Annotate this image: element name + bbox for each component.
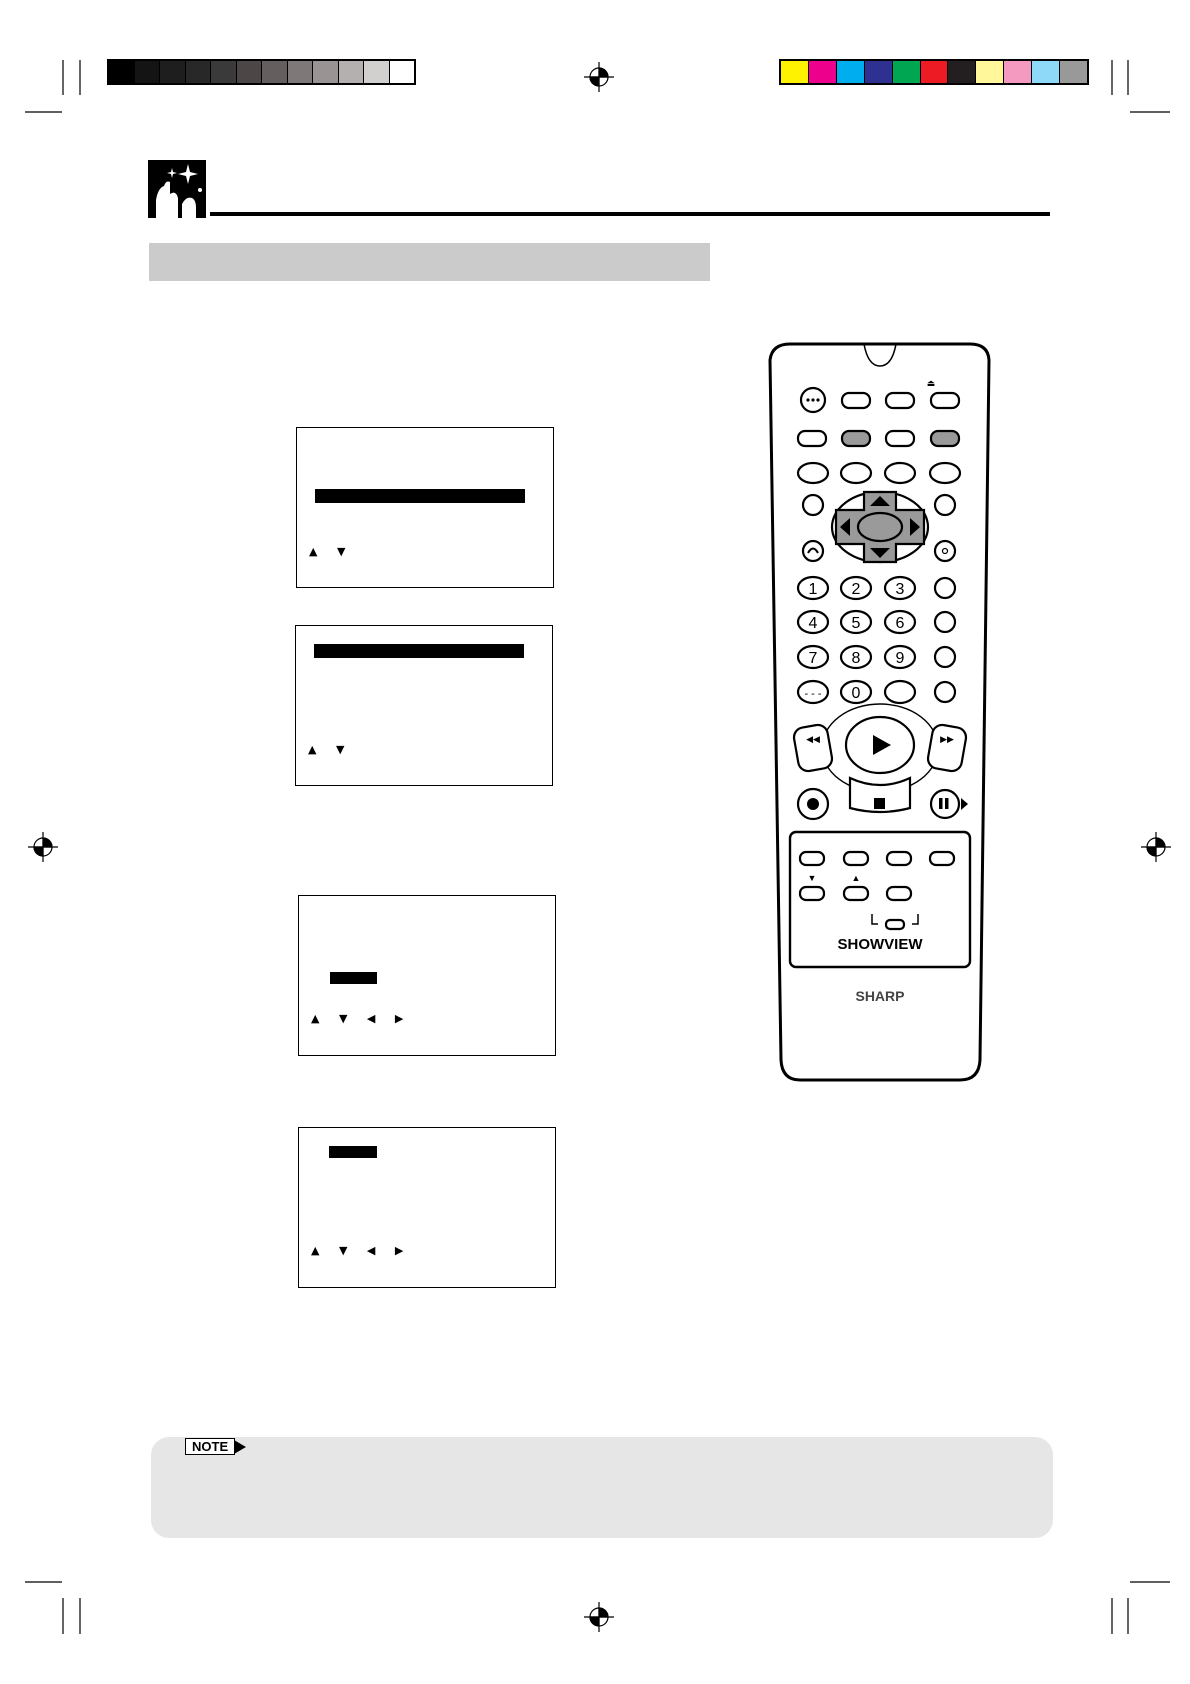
- number-key-dashes: - - -: [804, 688, 822, 700]
- remote-control-illustration: [760, 340, 1000, 1086]
- calibration-swatch: [312, 61, 338, 83]
- number-key-8: 8: [851, 650, 861, 667]
- number-key-3: 3: [895, 581, 905, 598]
- night-sky-castle-icon: [148, 160, 206, 218]
- number-key-2: 2: [851, 581, 861, 598]
- calibration-swatch: [975, 61, 1003, 83]
- svg-text:⏏: ⏏: [926, 378, 936, 388]
- note-arrow-icon: [234, 1440, 246, 1454]
- menu-highlight-bar: [314, 644, 524, 658]
- svg-text:▶▶: ▶▶: [940, 734, 954, 744]
- registration-target-right: [1141, 832, 1171, 862]
- showview-logo: SHOWVIEW: [837, 936, 923, 953]
- section-heading-bar: [149, 243, 710, 281]
- calibration-swatch: [159, 61, 185, 83]
- calibration-swatch: [185, 61, 211, 83]
- calibration-swatch: [808, 61, 836, 83]
- registration-target-top: [584, 62, 614, 92]
- registration-target-bottom: [584, 1602, 614, 1632]
- calibration-swatch: [1003, 61, 1031, 83]
- number-key-4: 4: [808, 615, 818, 632]
- menu-arrows: ▲ ▼: [308, 743, 353, 756]
- calibration-swatch: [1059, 61, 1087, 83]
- note-tag: [185, 1438, 246, 1455]
- osd-menu-1: [296, 427, 554, 588]
- svg-text:▼: ▼: [807, 873, 817, 883]
- number-key-5: 5: [851, 615, 861, 632]
- menu-arrows: ▲ ▼ ◀ ▶: [311, 1012, 412, 1025]
- number-key-7: 7: [808, 650, 818, 667]
- calibration-swatch: [210, 61, 236, 83]
- calibration-swatch: [261, 61, 287, 83]
- header-rule: [210, 212, 1050, 216]
- osd-menu-4: [298, 1127, 556, 1288]
- number-key-6: 6: [895, 615, 905, 632]
- calibration-swatch: [836, 61, 864, 83]
- calibration-swatch: [892, 61, 920, 83]
- calibration-swatch: [363, 61, 389, 83]
- calibration-swatch: [947, 61, 975, 83]
- number-key-1: 1: [808, 581, 818, 598]
- osd-menu-2: [295, 625, 553, 786]
- svg-text:▲: ▲: [851, 873, 861, 883]
- color-calibration-bar: [779, 59, 1089, 85]
- calibration-swatch: [109, 61, 134, 83]
- calibration-swatch: [1031, 61, 1059, 83]
- calibration-swatch: [864, 61, 892, 83]
- grayscale-calibration-bar: [107, 59, 416, 85]
- calibration-swatch: [338, 61, 364, 83]
- calibration-swatch: [236, 61, 262, 83]
- menu-arrows: ▲ ▼ ◀ ▶: [311, 1244, 412, 1257]
- calibration-swatch: [781, 61, 808, 83]
- menu-highlight-bar: [315, 489, 525, 503]
- osd-menu-3: [298, 895, 556, 1056]
- number-key-0: 0: [851, 685, 861, 702]
- sharp-logo: SHARP: [855, 988, 905, 1004]
- menu-highlight-bar: [330, 972, 377, 984]
- calibration-swatch: [389, 61, 415, 83]
- calibration-swatch: [134, 61, 160, 83]
- menu-arrows: ▲ ▼: [309, 545, 354, 558]
- number-key-9: 9: [895, 650, 905, 667]
- menu-highlight-bar: [329, 1146, 377, 1158]
- note-label: NOTE: [185, 1438, 235, 1455]
- note-box: [151, 1437, 1053, 1538]
- registration-target-left: [28, 832, 58, 862]
- svg-text:◀◀: ◀◀: [806, 734, 820, 744]
- calibration-swatch: [920, 61, 948, 83]
- calibration-swatch: [287, 61, 313, 83]
